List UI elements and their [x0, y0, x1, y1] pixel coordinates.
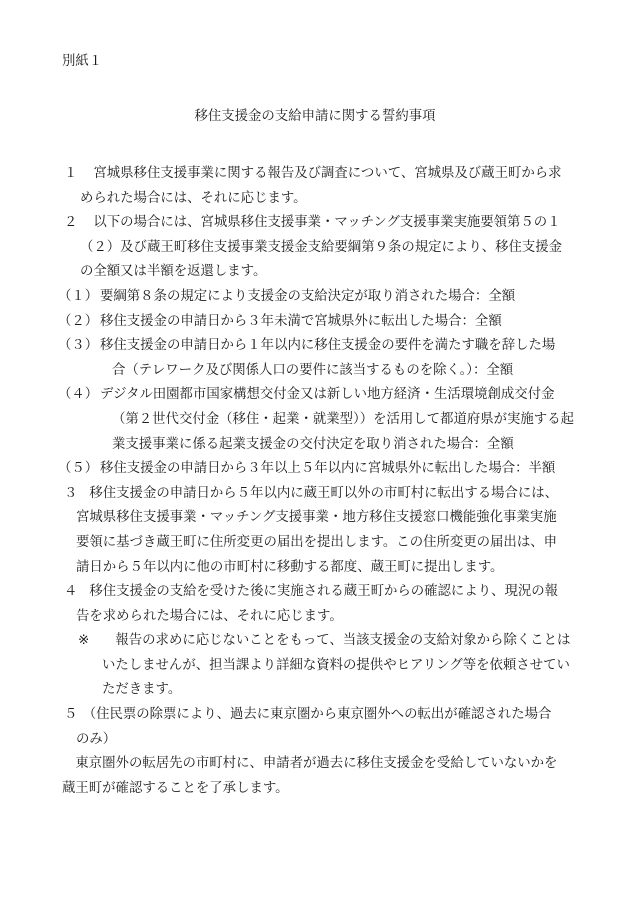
item-line: 要領に基づき蔵王町に住所変更の届出を提出します。この住所変更の届出は、申 — [76, 534, 557, 550]
sub-item-number: （１） — [58, 288, 99, 304]
sub-item-4 — [58, 383, 582, 457]
pledge-list — [58, 162, 582, 801]
item-line: （第２世代交付金（移住・起業・就業型））を活用して都道府県が実施する起 — [112, 411, 574, 427]
item-line: 蔵王町が確認することを了承します。 — [62, 780, 289, 796]
item-line: 移住支援金の申請日から３年以上５年以内に宮城県外に転出した場合：半額 — [100, 461, 556, 477]
item-line: いたしませんが、担当課より詳細な資料の提供やヒアリング等を依頼させてい — [102, 657, 570, 673]
item-number: ２ — [64, 215, 78, 231]
item-line: 報告の求めに応じないことをもって、当該支援金の支給対象から除くことは — [102, 633, 571, 649]
item-line: デジタル田園都市国家構想交付金又は新しい地方経済・生活環境創成交付金 — [100, 387, 555, 403]
item-line: 移住支援金の申請日から１年以内に移住支援金の要件を満たす職を辞した場 — [100, 338, 556, 354]
item-line: められた場合には、それに応じます。 — [80, 190, 307, 206]
note-item — [62, 629, 582, 703]
item-line: 告を求められた場合には、それに応じます。 — [76, 608, 343, 624]
sub-item-5 — [58, 457, 582, 482]
pledge-item-1 — [62, 162, 582, 211]
item-line: 合（テレワーク及び関係人口の要件に該当するものを除く。）：全額 — [112, 362, 514, 378]
item-line: 宮城県移住支援事業に関する報告及び調査について、宮城県及び蔵王町から求 — [80, 166, 562, 181]
item-line: 宮城県移住支援事業・マッチング支援事業・地方移住支援窓口機能強化事業実施 — [76, 510, 557, 526]
item-line: のみ） — [76, 731, 117, 747]
pledge-item-5-body — [62, 752, 582, 801]
pledge-item-3 — [62, 482, 582, 580]
item-line: 請日から５年以内に他の市町村に移動する都度、蔵王町に提出します。 — [76, 559, 504, 575]
document-title: 移住支援金の支給申請に関する誓約事項 — [194, 109, 436, 124]
pledge-item-2 — [62, 211, 582, 285]
item-line: （２）及び蔵王町移住支援事業支援金支給要綱第９条の規定により、移住支援金 — [80, 239, 563, 255]
item-line: （住民票の除票により、過去に東京圏から東京圏外への転出が確認された場合 — [76, 707, 552, 723]
sub-item-3 — [58, 334, 582, 383]
item-line: 東京圏外の転居先の市町村に、申請者が過去に移住支援金を受給していないかを — [62, 756, 558, 772]
sub-item-number: （２） — [58, 313, 99, 329]
item-line: の全額又は半額を返還します。 — [80, 264, 267, 280]
attachment-label: 別紙１ — [62, 54, 103, 69]
sub-item-2 — [58, 310, 582, 335]
item-line: 移住支援金の申請日から５年以内に蔵王町以外の市町村に転出する場合には、 — [76, 485, 559, 501]
pledge-item-4 — [62, 580, 582, 629]
item-line: 移住支援金の支給を受けた後に実施される蔵王町からの確認により、現況の報 — [76, 584, 559, 600]
sub-item-number: （３） — [58, 338, 99, 354]
item-number: １ — [64, 166, 78, 181]
note-marker: ※ — [78, 633, 90, 649]
sub-item-1 — [58, 285, 582, 310]
sub-item-number: （４） — [58, 387, 99, 403]
item-number: ３ — [64, 485, 78, 501]
pledge-item-5 — [62, 703, 582, 752]
item-line: ただきます。 — [102, 682, 182, 698]
item-number: ５ — [64, 707, 78, 723]
item-number: ４ — [64, 584, 78, 600]
sub-item-number: （５） — [58, 461, 99, 477]
item-line: 業支援事業に係る起業支援金の交付決定を取り消された場合：全額 — [112, 436, 514, 452]
item-line: 移住支援金の申請日から３年未満で宮城県外に転出した場合：全額 — [100, 313, 502, 329]
item-line: 以下の場合には、宮城県移住支援事業・マッチング支援事業実施要領第５の１ — [80, 215, 561, 231]
item-line: 要綱第８条の規定により支援金の支給決定が取り消された場合：全額 — [100, 288, 516, 304]
